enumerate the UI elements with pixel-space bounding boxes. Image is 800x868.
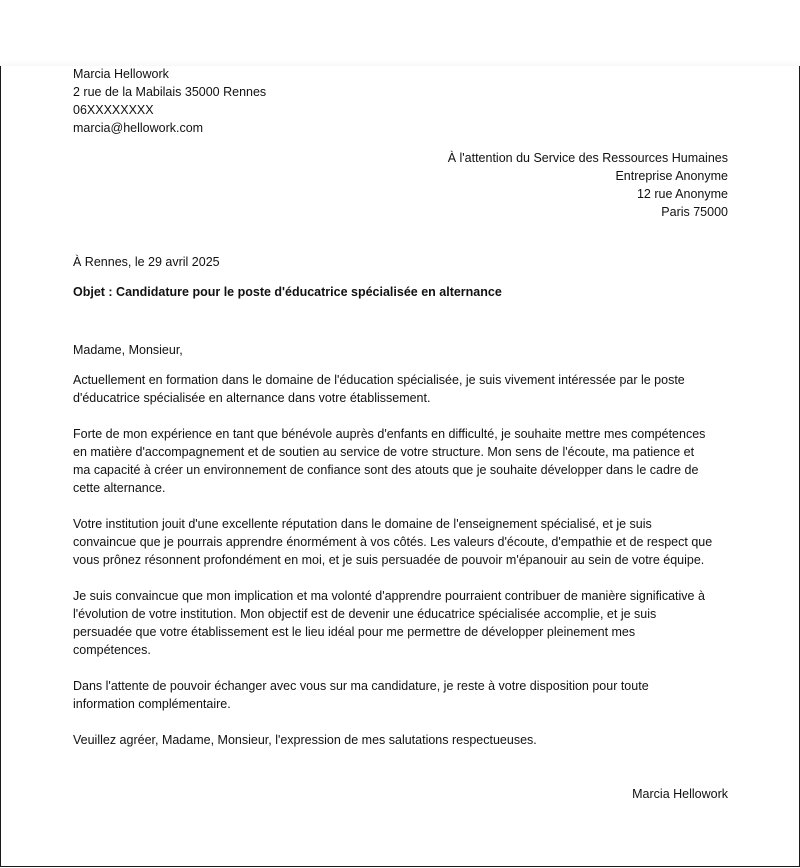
recipient-company: Entreprise Anonyme <box>615 169 728 183</box>
paragraph-institution <box>73 515 733 569</box>
date-line: À Rennes, le 29 avril 2025 <box>73 255 220 269</box>
paragraph-intro <box>73 371 733 407</box>
top-band <box>0 0 800 66</box>
signature: Marcia Hellowork <box>632 787 728 801</box>
paragraph-line: Dans l'attente de pouvoir échanger avec vous sur ma candidature, je reste à votre disposition pour toute <box>73 679 649 693</box>
sender-address: 2 rue de la Mabilais 35000 Rennes <box>73 85 267 99</box>
paragraph-line: Forte de mon expérience en tant que bénévole auprès d'enfants en difficulté, je souhaite mettre mes compétences <box>73 427 706 441</box>
paragraph-line: cette alternance. <box>73 481 166 495</box>
sender-name: Marcia Hellowork <box>73 67 169 81</box>
paragraph-line: Votre institution jouit d'une excellente réputation dans le domaine de l'enseignement spécialisé, et je suis <box>73 517 652 531</box>
paragraph-line: d'éducatrice spécialisée en alternance dans votre établissement. <box>73 391 431 405</box>
paragraph-line: information complémentaire. <box>73 697 231 711</box>
sender-email: marcia@hellowork.com <box>73 121 204 135</box>
paragraph-regards <box>73 731 733 749</box>
salutation: Madame, Monsieur, <box>73 343 183 357</box>
paragraph-motivation <box>73 587 733 659</box>
recipient-street: 12 rue Anonyme <box>636 187 728 201</box>
paragraph-line: compétences. <box>73 643 151 657</box>
paragraph-line: vous prônez résonnent profondément en moi, et je suis persuadée de pouvoir m'épanouir au sein de votre équipe. <box>73 553 705 567</box>
sender-phone: 06XXXXXXXX <box>73 103 154 117</box>
paragraph-line: Je suis convaincue que mon implication et ma volonté d'apprendre pourraient contribuer de manière significative à <box>73 589 705 603</box>
recipient-city: Paris 75000 <box>661 205 728 219</box>
paragraph-line: Veuillez agréer, Madame, Monsieur, l'expression de mes salutations respectueuses. <box>73 733 537 747</box>
paragraph-line: persuadée que votre établissement est le lieu idéal pour me permettre de développer pleinement mes <box>73 625 636 639</box>
paragraph-experience <box>73 425 733 497</box>
paragraph-line: en matière d'accompagnement et de soutien au service de votre structure. Mon sens de l'écoute, ma patience et <box>73 445 695 459</box>
paragraph-closing <box>73 677 733 713</box>
paragraph-line: convaincue que je pourrais apprendre énormément à vos côtés. Les valeurs d'écoute, d'empathie et de respect que <box>73 535 713 549</box>
paragraph-line: l'évolution de votre institution. Mon objectif est de devenir une éducatrice spécialisée accomplie, et je suis <box>73 607 657 621</box>
paragraph-line: ma capacité à créer un environnement de confiance sont des atouts que je souhaite développer dans le cadre de <box>73 463 699 477</box>
recipient-attention: À l'attention du Service des Ressources Humaines <box>447 151 728 165</box>
paragraph-line: Actuellement en formation dans le domaine de l'éducation spécialisée, je suis vivement intéressée par le poste <box>73 373 685 387</box>
subject-line: Objet : Candidature pour le poste d'éducatrice spécialisée en alternance <box>73 285 502 299</box>
